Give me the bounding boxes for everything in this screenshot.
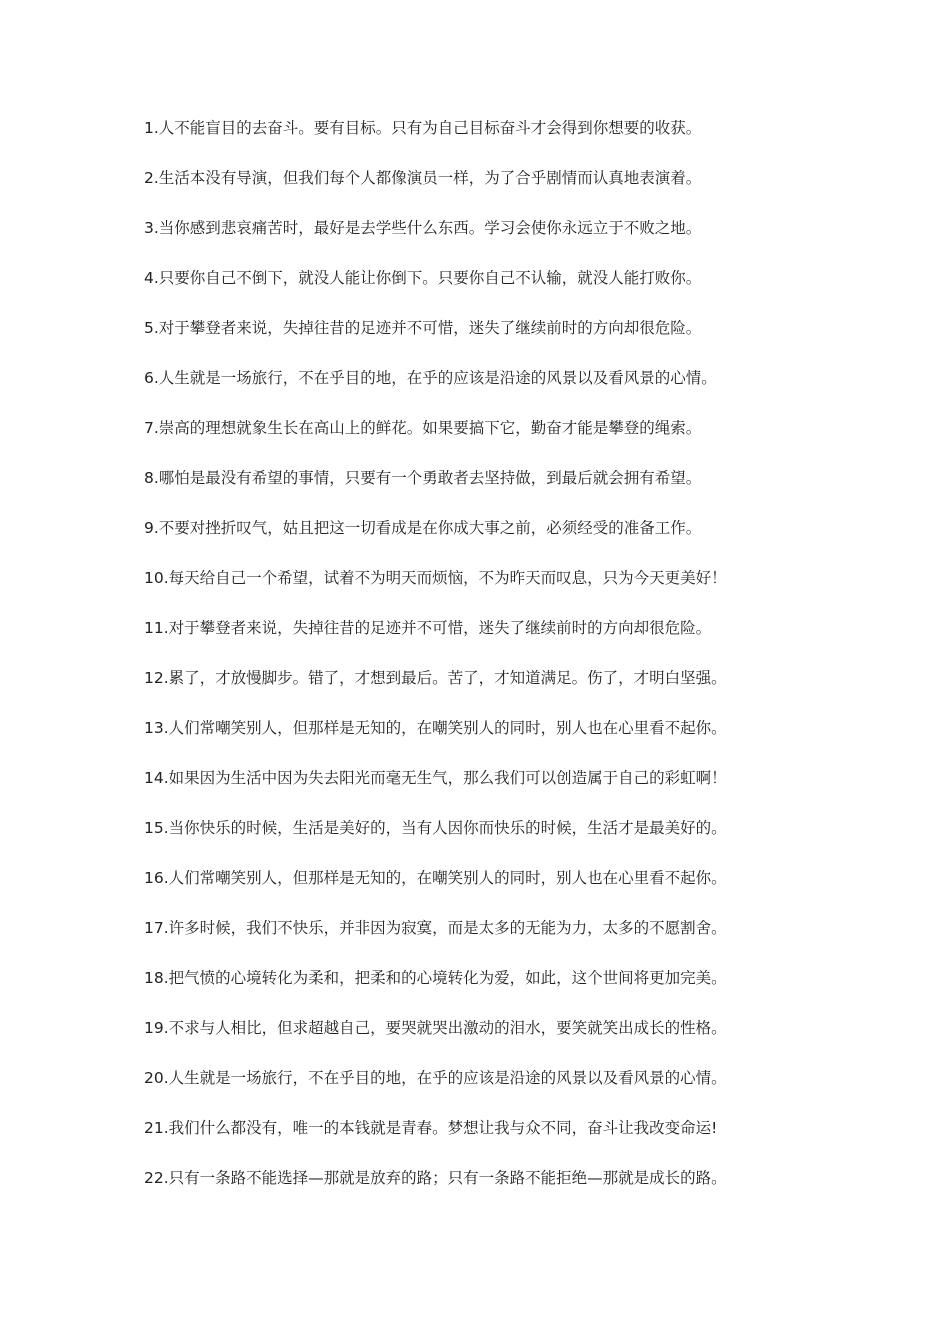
quote-line-6: 6.人生就是一场旅行，不在乎目的地，在乎的应该是沿途的风景以及看风景的心情。 [144,369,717,387]
quote-line-10: 10.每天给自己一个希望，试着不为明天而烦恼，不为昨天而叹息，只为今天更美好！ [144,569,727,587]
quote-line-2: 2.生活本没有导演，但我们每个人都像演员一样，为了合乎剧情而认真地表演着。 [144,169,702,187]
quote-line-15: 15.当你快乐的时候，生活是美好的，当有人因你而快乐的时候，生活才是最美好的。 [144,819,727,837]
quote-line-12: 12.累了，才放慢脚步。错了，才想到最后。苦了，才知道满足。伤了，才明白坚强。 [144,669,727,687]
quote-line-14: 14.如果因为生活中因为失去阳光而毫无生气，那么我们可以创造属于自己的彩虹啊！ [144,769,727,787]
quote-line-16: 16.人们常嘲笑别人，但那样是无知的，在嘲笑别人的同时，别人也在心里看不起你。 [144,869,727,887]
quote-line-22: 22.只有一条路不能选择—那就是放弃的路；只有一条路不能拒绝—那就是成长的路。 [144,1169,727,1187]
quote-line-18: 18.把气愤的心境转化为柔和，把柔和的心境转化为爱，如此，这个世间将更加完美。 [144,969,727,987]
quote-line-1: 1.人不能盲目的去奋斗。要有目标。只有为自己目标奋斗才会得到你想要的收获。 [144,119,702,137]
quote-line-11: 11.对于攀登者来说，失掉往昔的足迹并不可惜，迷失了继续前时的方向却很危险。 [144,619,712,637]
quote-list [144,113,784,1213]
quote-line-8: 8.哪怕是最没有希望的事情，只要有一个勇敢者去坚持做，到最后就会拥有希望。 [144,469,702,487]
quote-line-13: 13.人们常嘲笑别人，但那样是无知的，在嘲笑别人的同时，别人也在心里看不起你。 [144,719,727,737]
quote-line-9: 9.不要对挫折叹气，姑且把这一切看成是在你成大事之前，必须经受的准备工作。 [144,519,702,537]
quote-line-17: 17.许多时候，我们不快乐，并非因为寂寞，而是太多的无能为力，太多的不愿割舍。 [144,919,727,937]
quote-line-3: 3.当你感到悲哀痛苦时，最好是去学些什么东西。学习会使你永远立于不败之地。 [144,219,702,237]
quote-line-4: 4.只要你自己不倒下，就没人能让你倒下。只要你自己不认输，就没人能打败你。 [144,269,702,287]
quote-line-19: 19.不求与人相比，但求超越自己，要哭就哭出激动的泪水，要笑就笑出成长的性格。 [144,1019,727,1037]
quote-line-21: 21.我们什么都没有，唯一的本钱就是青春。梦想让我与众不同，奋斗让我改变命运! [144,1119,718,1137]
quote-line-7: 7.崇高的理想就象生长在高山上的鲜花。如果要搞下它，勤奋才能是攀登的绳索。 [144,419,702,437]
quote-line-5: 5.对于攀登者来说，失掉往昔的足迹并不可惜，迷失了继续前时的方向却很危险。 [144,319,702,337]
quote-line-20: 20.人生就是一场旅行，不在乎目的地，在乎的应该是沿途的风景以及看风景的心情。 [144,1069,727,1087]
